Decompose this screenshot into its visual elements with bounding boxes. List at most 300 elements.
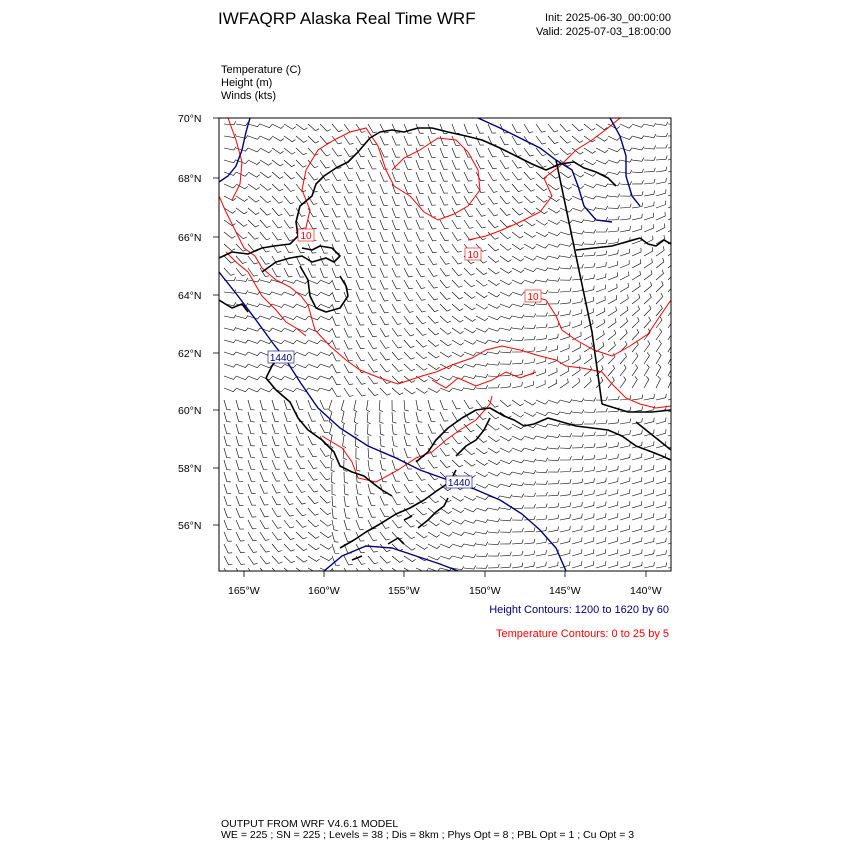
wind-barb	[428, 556, 440, 560]
wind-barb	[392, 400, 396, 411]
wind-barb	[392, 160, 400, 169]
wind-barb	[512, 400, 524, 406]
wind-barb	[560, 344, 569, 352]
wind-barb	[632, 259, 641, 268]
wind-barb	[284, 388, 296, 392]
wind-barb	[464, 554, 476, 558]
wind-barb	[236, 290, 248, 293]
field-label-temperature: Temperature (C)	[221, 64, 302, 76]
wind-barb	[572, 231, 584, 234]
wind-barb	[380, 184, 388, 193]
wind-barb	[572, 526, 582, 533]
wind-barb	[596, 285, 606, 292]
wind-barb	[536, 435, 548, 438]
wind-barb	[404, 352, 415, 359]
wind-barb	[392, 484, 400, 493]
wind-barb	[344, 256, 352, 265]
wind-barb	[596, 408, 607, 412]
wind-barb	[284, 412, 291, 422]
wind-barb	[308, 328, 320, 332]
wind-barb	[560, 433, 572, 437]
wind-barb	[596, 443, 607, 448]
wind-barb	[668, 223, 676, 232]
wind-barb	[560, 265, 572, 269]
wind-barb	[584, 490, 594, 496]
wind-barbs	[224, 121, 680, 577]
wind-barb	[476, 208, 486, 216]
wind-barb	[308, 460, 317, 469]
wind-barb	[644, 270, 652, 280]
wind-barb	[248, 291, 260, 294]
wind-barb	[248, 256, 258, 264]
wind-barb	[248, 412, 255, 422]
wind-barb	[272, 436, 279, 446]
wind-barb	[656, 258, 664, 268]
wind-barb	[572, 456, 583, 461]
wind-barb	[416, 364, 427, 370]
wind-barb	[572, 561, 582, 568]
wind-barb	[656, 223, 665, 232]
wind-barb	[354, 400, 357, 412]
wind-barb	[356, 184, 364, 193]
wind-barb	[668, 489, 678, 496]
wind-barb	[656, 513, 666, 520]
wind-barb	[392, 412, 397, 423]
wind-barb	[368, 460, 373, 471]
wind-barb	[344, 196, 352, 205]
wind-barb	[596, 184, 608, 187]
wind-barb	[356, 340, 365, 349]
wind-barb	[236, 472, 243, 482]
wind-barb	[404, 220, 412, 229]
wind-barb	[440, 256, 450, 264]
wind-barb	[320, 460, 330, 468]
wind-barb	[272, 532, 282, 540]
wind-barb	[356, 256, 364, 265]
wind-barb	[440, 328, 451, 334]
wind-barb	[224, 544, 232, 553]
wind-barb	[596, 262, 606, 268]
wind-barb	[584, 432, 595, 436]
wind-barb	[536, 550, 547, 556]
wind-barb	[584, 148, 596, 153]
wind-barb	[512, 268, 524, 273]
coastline-arctic	[219, 128, 616, 258]
wind-barb	[296, 184, 306, 192]
wind-barb	[356, 484, 362, 495]
wind-barb	[356, 388, 366, 396]
wind-barb	[608, 216, 619, 220]
wind-barb	[536, 312, 548, 316]
wind-barb	[632, 317, 639, 328]
field-label-winds: Winds (kts)	[221, 90, 276, 102]
wind-barb	[596, 513, 606, 520]
wind-barb	[488, 530, 500, 534]
wind-barb	[584, 230, 596, 234]
wind-barb	[512, 382, 522, 388]
wind-barb	[380, 412, 384, 424]
wind-barb	[644, 489, 654, 496]
wind-barb	[536, 469, 548, 473]
wind-barb	[320, 124, 331, 131]
wind-barb	[248, 364, 260, 368]
wind-barb	[380, 352, 390, 360]
wind-barb	[284, 460, 292, 469]
wind-barb	[584, 252, 595, 256]
wind-barb	[500, 304, 512, 308]
wind-barb	[368, 352, 377, 360]
wind-barb	[596, 501, 606, 508]
wind-barb	[644, 465, 654, 472]
wind-barb	[320, 364, 332, 367]
wind-barb	[284, 496, 293, 505]
wind-barb	[656, 376, 661, 388]
wind-barb	[644, 352, 650, 364]
wind-barb	[320, 328, 332, 332]
wind-barb	[440, 448, 450, 456]
wind-barb	[380, 496, 388, 505]
wind-barb	[248, 160, 260, 165]
wind-barb	[392, 436, 398, 447]
wind-barb	[368, 304, 376, 313]
wind-barb	[236, 388, 248, 392]
wind-barb	[656, 550, 667, 556]
wind-barb	[596, 308, 605, 317]
wind-barb	[308, 436, 317, 445]
wind-barb	[344, 532, 351, 542]
wind-barb	[620, 215, 631, 220]
wind-barb	[416, 388, 428, 393]
coastline-kenai	[456, 418, 490, 456]
temperature-contours	[219, 118, 671, 482]
wind-barb	[668, 340, 673, 352]
wind-barb	[272, 472, 280, 481]
wind-barb	[452, 148, 460, 157]
wind-barb	[260, 412, 267, 422]
wind-barb	[596, 354, 604, 364]
wind-barb	[440, 400, 448, 409]
wind-barb	[380, 208, 388, 217]
wind-barb	[608, 537, 618, 544]
wind-barb	[260, 556, 270, 564]
wind-barb	[536, 335, 547, 340]
wind-barb	[500, 338, 512, 341]
wind-barb	[464, 386, 476, 389]
wind-barb	[308, 352, 320, 356]
lat-label-56: 56°N	[178, 520, 202, 532]
wind-barb	[656, 144, 667, 148]
wind-barb	[344, 568, 353, 577]
wind-barb	[620, 295, 628, 305]
wind-barb	[343, 436, 347, 448]
wind-barb	[260, 136, 272, 140]
lat-label-68: 68°N	[178, 173, 202, 185]
wind-barb	[356, 292, 364, 301]
wind-barb	[524, 482, 536, 486]
wind-barb	[464, 508, 476, 512]
wind-barb	[404, 244, 412, 253]
wind-barb	[488, 436, 500, 442]
wind-barb	[488, 564, 499, 568]
wind-barb	[404, 136, 412, 145]
wind-barb	[320, 376, 332, 379]
wind-barb	[608, 561, 618, 568]
wind-barb	[380, 292, 388, 301]
wind-barb	[440, 352, 452, 357]
wind-barb	[248, 136, 260, 139]
wind-barb	[548, 368, 557, 376]
wind-barb	[416, 472, 425, 480]
wind-barb	[620, 454, 630, 460]
wind-barb	[512, 412, 524, 417]
wind-barb	[236, 436, 243, 446]
wind-barb	[416, 376, 428, 382]
wind-barb	[392, 268, 400, 277]
wind-barb	[356, 136, 365, 145]
wind-barb	[332, 148, 342, 156]
wind-barb	[344, 520, 351, 530]
wind-barb	[332, 232, 340, 241]
wind-barb	[272, 268, 281, 277]
wind-barb	[344, 364, 353, 373]
wind-barb	[380, 280, 388, 289]
wind-barb	[464, 532, 476, 535]
wind-barb	[452, 220, 461, 229]
wind-barb	[476, 148, 484, 157]
wind-barb	[524, 539, 535, 544]
wind-barb	[308, 568, 320, 573]
wind-barb	[488, 184, 497, 192]
wind-barb	[668, 441, 678, 448]
wind-barb	[584, 124, 595, 130]
wind-barb	[236, 352, 248, 355]
lon-label-145: 145°W	[549, 585, 581, 597]
wind-barb	[284, 220, 294, 228]
wind-barb	[488, 507, 500, 510]
wind-barb	[536, 400, 548, 404]
wind-barb	[368, 424, 372, 436]
wind-barb	[272, 136, 284, 141]
wind-barb	[452, 292, 463, 299]
wind-barb	[344, 472, 348, 483]
wind-barb	[632, 271, 641, 280]
wind-barb	[512, 482, 524, 485]
wind-barb	[644, 247, 653, 256]
wind-barb	[644, 477, 654, 484]
temperature-contour-yukon	[432, 372, 536, 388]
wind-barb	[560, 243, 572, 246]
wind-barb	[284, 376, 296, 380]
wind-barb	[296, 148, 307, 155]
wind-barb	[464, 520, 476, 523]
wind-barb	[428, 256, 437, 265]
wind-barb	[548, 184, 559, 190]
wind-barb	[320, 472, 330, 480]
wind-barb	[440, 412, 448, 421]
wind-barb	[572, 479, 583, 484]
wind-barb	[596, 296, 605, 304]
wind-barb	[608, 272, 617, 280]
wind-barb	[392, 496, 401, 505]
wind-barb	[272, 400, 279, 410]
wind-barb	[452, 160, 460, 169]
wind-barb	[308, 484, 318, 492]
wind-barb	[512, 471, 524, 474]
wind-barb	[272, 196, 283, 203]
wind-barb	[368, 340, 377, 349]
wind-barb	[620, 226, 631, 232]
wind-barb	[356, 460, 360, 471]
wind-barb	[296, 316, 308, 320]
wind-barb	[476, 280, 487, 286]
wind-barb	[296, 508, 306, 516]
wind-barb	[224, 568, 233, 577]
wind-barb	[224, 220, 236, 226]
wind-barb	[500, 160, 509, 169]
wind-barb	[584, 478, 595, 484]
wind-barb	[572, 490, 583, 496]
wind-barb	[536, 279, 548, 282]
wind-barb	[656, 246, 664, 256]
wind-barb	[464, 208, 473, 217]
wind-barb	[236, 496, 244, 505]
wind-barb	[380, 508, 389, 517]
wind-barb	[464, 196, 473, 205]
wind-barb	[560, 124, 570, 131]
wind-barb	[452, 232, 461, 240]
wind-barb	[488, 384, 499, 388]
wind-barb	[608, 238, 619, 244]
height-label-1440-south: 1440	[447, 478, 471, 489]
wind-barb	[392, 208, 400, 217]
wind-barb	[572, 332, 581, 340]
wind-barb	[656, 538, 666, 544]
wind-barb	[488, 196, 498, 204]
wind-barb	[380, 136, 388, 145]
wind-barb	[284, 292, 296, 296]
wind-barb	[596, 478, 606, 484]
wind-barb	[380, 340, 390, 348]
wind-barb	[644, 123, 656, 126]
wind-barb	[428, 196, 436, 205]
wind-barb	[500, 529, 512, 533]
wind-barb	[500, 196, 510, 204]
wind-barb	[464, 220, 473, 228]
wind-barb	[488, 328, 500, 331]
wind-barb	[260, 388, 272, 392]
wind-barb	[608, 307, 617, 316]
wind-barb	[632, 549, 642, 556]
wind-barb	[608, 250, 618, 256]
wind-barb	[644, 317, 651, 328]
wind-barb	[308, 496, 318, 504]
wind-barb	[584, 196, 596, 199]
wind-barb	[296, 520, 306, 527]
wind-barb	[404, 484, 413, 493]
wind-barb	[416, 508, 427, 515]
wind-barb	[584, 397, 596, 401]
wind-barb	[572, 537, 582, 544]
wind-barb	[620, 192, 632, 196]
wind-barb	[632, 501, 642, 508]
wind-barb	[656, 501, 666, 508]
wind-barb	[524, 256, 536, 260]
wind-barb	[392, 460, 399, 470]
wind-barb	[560, 277, 572, 281]
wind-barb	[344, 184, 352, 193]
wind-barb	[464, 543, 476, 546]
wind-barb	[284, 472, 293, 481]
wind-barb	[404, 496, 414, 504]
wind-barb	[620, 477, 630, 484]
wind-barb	[644, 441, 654, 448]
wind-barb	[476, 400, 486, 408]
wind-barb	[500, 517, 512, 521]
wind-barb	[356, 232, 364, 241]
wind-barb	[488, 208, 498, 216]
wind-barb	[452, 555, 464, 558]
wind-barb	[404, 388, 415, 394]
wind-barb	[524, 436, 536, 439]
wind-barb	[596, 136, 608, 141]
wind-barb	[440, 304, 451, 311]
wind-barb	[488, 172, 497, 181]
wind-barb	[476, 340, 488, 344]
lon-label-155: 155°W	[388, 585, 420, 597]
wind-barb	[500, 327, 512, 330]
wind-barb	[320, 148, 330, 156]
wind-barb	[476, 460, 488, 465]
wind-barb	[500, 292, 512, 296]
wind-barb	[476, 484, 488, 488]
wind-barb	[260, 484, 268, 493]
wind-barb	[632, 191, 643, 196]
wind-barb	[356, 268, 364, 277]
wind-barb	[380, 328, 389, 337]
wind-barb	[428, 532, 440, 537]
wind-barb	[284, 304, 296, 308]
wind-barb	[572, 433, 584, 437]
wind-barb	[548, 289, 560, 293]
wind-barb	[596, 228, 608, 232]
wind-barb	[248, 388, 260, 392]
init-time: Init: 2025-06-30_00:00:00	[545, 12, 671, 24]
wind-barb	[512, 563, 523, 568]
wind-barb	[572, 502, 582, 508]
wind-barb	[440, 544, 452, 548]
wind-barb	[560, 254, 572, 258]
wind-barb	[320, 388, 332, 391]
wind-barb	[560, 445, 572, 449]
wind-barb	[500, 280, 512, 285]
wind-barb	[560, 491, 571, 496]
wind-barb	[260, 460, 268, 470]
wind-barb	[356, 520, 364, 529]
wind-barb	[404, 208, 412, 217]
wind-barb	[620, 306, 628, 316]
wind-barb	[296, 472, 305, 481]
wind-barb	[560, 172, 572, 178]
wind-barb	[476, 220, 486, 228]
temperature-contour-west	[219, 196, 671, 408]
wind-barb	[224, 184, 236, 188]
wind-barb	[536, 346, 547, 352]
wind-barb	[560, 468, 571, 472]
wind-barb	[236, 484, 243, 494]
wind-barb	[524, 527, 535, 532]
wind-barb	[380, 268, 388, 277]
wind-barb	[596, 420, 607, 424]
